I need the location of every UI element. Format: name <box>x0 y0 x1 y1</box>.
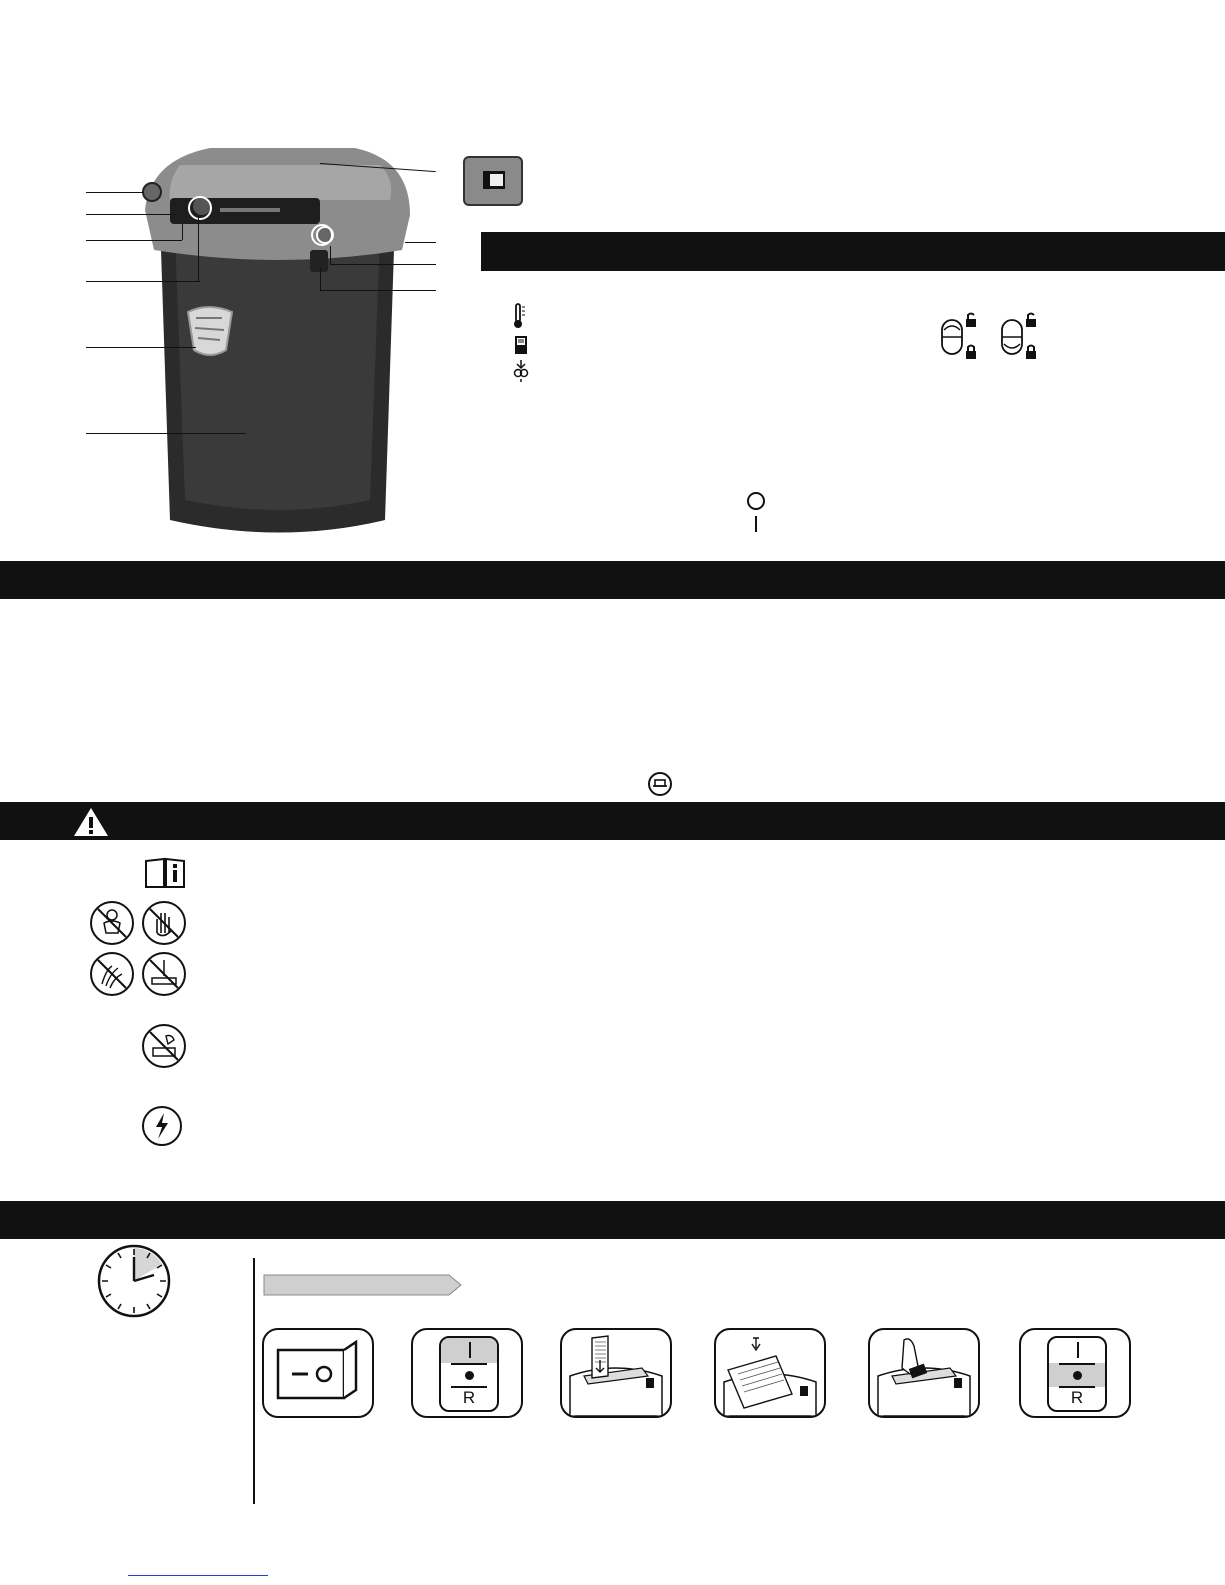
keep-hands-away-icon <box>142 901 186 945</box>
paper-jam-icon <box>512 358 530 389</box>
bin-full-icon <box>514 333 528 360</box>
leader-line <box>86 192 144 193</box>
rocker-switch-icon <box>463 156 523 206</box>
insert-paper-icon <box>562 1330 670 1416</box>
switch-auto-dot <box>465 1371 474 1380</box>
keep-loose-items-away-icon <box>142 952 186 996</box>
control-switch-icon <box>439 1336 499 1412</box>
feed-paper-icon <box>716 1330 824 1416</box>
keep-hair-away-icon <box>90 952 134 996</box>
section-header-bar <box>0 561 1225 599</box>
shredder-illustration <box>140 140 420 540</box>
leader-line <box>330 264 436 265</box>
vertical-divider <box>253 1258 255 1504</box>
leader-line <box>198 216 199 281</box>
no-aerosol-icon <box>142 1024 186 1068</box>
on-line-symbol <box>755 516 757 532</box>
rocker-switch-icon <box>264 1330 372 1416</box>
leader-line <box>86 433 246 434</box>
insert-card-icon <box>870 1330 978 1416</box>
control-switch-icon <box>1047 1336 1107 1412</box>
leader-line <box>86 240 182 241</box>
leader-line <box>330 246 331 264</box>
warning-triangle-icon <box>72 806 110 843</box>
leader-line <box>320 268 321 290</box>
leader-line <box>405 242 436 243</box>
lock-switch-icon <box>940 312 984 369</box>
clock-icon <box>96 1243 172 1324</box>
switch-bottom-label: R <box>1070 1388 1084 1407</box>
operation-header-bar <box>0 1201 1225 1239</box>
leader-line <box>320 290 436 291</box>
read-manual-icon <box>144 857 186 894</box>
switch-bottom-label: R <box>462 1388 476 1407</box>
leader-line <box>86 347 196 348</box>
thermometer-icon <box>512 303 526 334</box>
step-insert-paper <box>560 1328 672 1418</box>
step-feed-paper <box>714 1328 826 1418</box>
step-control-switch-off <box>1019 1328 1131 1418</box>
safesense-icon <box>648 772 672 796</box>
step-insert-card <box>868 1328 980 1418</box>
switch-top-label <box>469 1342 471 1358</box>
controls-header-bar <box>481 232 1225 271</box>
step-control-switch-auto <box>411 1328 523 1418</box>
lock-switch-icon <box>1000 312 1044 369</box>
switch-auto-dot <box>1073 1371 1082 1380</box>
leader-line <box>86 281 200 282</box>
warning-header-bar <box>0 802 1225 840</box>
footer-link[interactable] <box>128 1575 268 1576</box>
leader-line <box>182 224 183 240</box>
leader-line <box>86 214 176 215</box>
step-arrow-banner <box>263 1274 463 1301</box>
step-power-switch <box>262 1328 374 1418</box>
switch-top-label <box>1077 1342 1079 1358</box>
off-circle-symbol <box>747 492 765 510</box>
electric-shock-icon <box>142 1106 182 1146</box>
keep-away-children-icon <box>90 901 134 945</box>
